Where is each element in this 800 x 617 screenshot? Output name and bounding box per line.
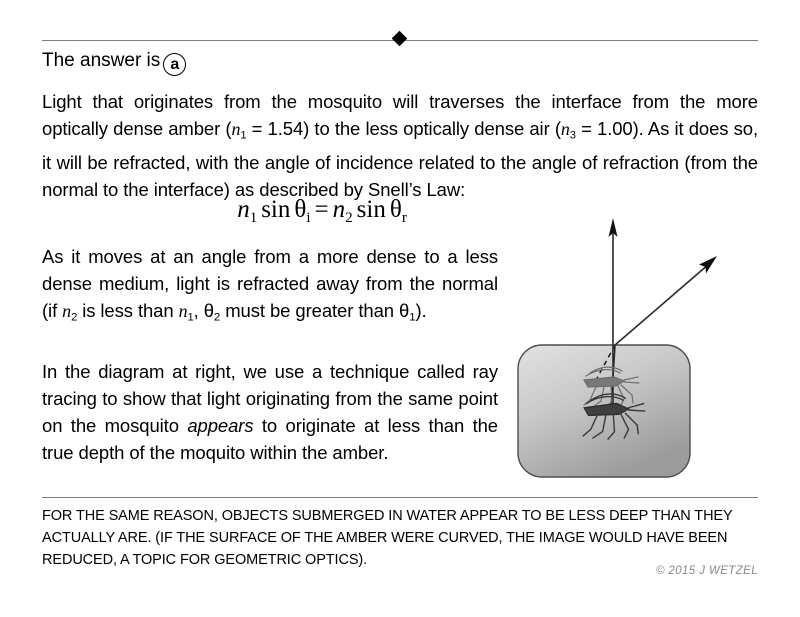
ray-tracing-diagram — [498, 210, 748, 490]
paragraph-raytracing — [42, 358, 498, 466]
paragraph-refraction — [42, 243, 498, 331]
answer-choice-badge: a — [163, 53, 186, 76]
raytrace-emphasis: appears — [187, 415, 254, 436]
refract-text-4: must be greater than — [220, 300, 399, 321]
bottom-divider — [42, 497, 758, 498]
intro-text-3: = 1.00). As it does so, it will be refracted, with the angle of incidence related to the angle of refraction (from the normal to the interface) as described by Snell’s Law: — [42, 118, 758, 201]
symbol-n-1: $n_1$ — [231, 119, 247, 142]
symbol-theta-2: $\theta_2$ — [203, 300, 221, 324]
refract-text-2: is less than — [77, 300, 179, 321]
answer-line — [42, 48, 186, 76]
refract-text-3: , — [193, 300, 204, 321]
raytrace-text-2: to originate at less than the true depth of the moquito within the amber. — [42, 415, 498, 463]
symbol-n-2a: $n_2$ — [62, 301, 78, 324]
refracted-ray-outside-line — [615, 264, 709, 345]
eq-equals: = — [314, 196, 329, 223]
eq-theta-r: $\theta_r$ — [389, 196, 407, 226]
diagram-svg — [498, 210, 748, 490]
diamond-ornament-icon — [392, 31, 408, 47]
eq-theta-i: $\theta_i$ — [294, 196, 311, 226]
intro-text-1: Light that originates from the mosquito will traverses the interface from the more optically dense amber ( — [42, 91, 758, 139]
symbol-n-3: $n_3$ — [560, 119, 576, 142]
paragraph-intro — [42, 88, 758, 203]
eq-sin-2: sin — [356, 196, 386, 223]
footer-note: FOR THE SAME REASON, OBJECTS SUBMERGED IN WATER APPEAR TO BE LESS DEEP THAN THEY ACTUALLY ARE. (IF THE SURFACE OF THE AMBER WERE CURVED, THE IMAGE WOULD HAVE BEEN REDUCED, A TOPIC FOR GEOMETRIC OPTICS). — [42, 508, 733, 568]
symbol-theta-1: $\theta_1$ — [399, 300, 416, 324]
refract-text-5: ). — [415, 300, 427, 321]
eq-sin-1: sin — [261, 196, 291, 223]
eq-n-2: $n_2$ — [332, 196, 353, 226]
symbol-n-1b: $n_1$ — [178, 301, 194, 324]
raytrace-text-1: In the diagram at right, we use a technique called ray tracing to show that light originating from the same point on the mosquito — [42, 361, 498, 436]
copyright-notice: © 2015 J WETZEL — [655, 565, 758, 577]
refract-text-1: As it moves at an angle from a more dense to a less dense medium, light is refracted away from the normal (if — [42, 246, 498, 321]
intro-text-2: = 1.54) to the less optically dense air ( — [246, 118, 561, 139]
eq-n-1: $n_1$ — [237, 196, 258, 226]
answer-prefix-label: The answer is — [42, 50, 161, 71]
